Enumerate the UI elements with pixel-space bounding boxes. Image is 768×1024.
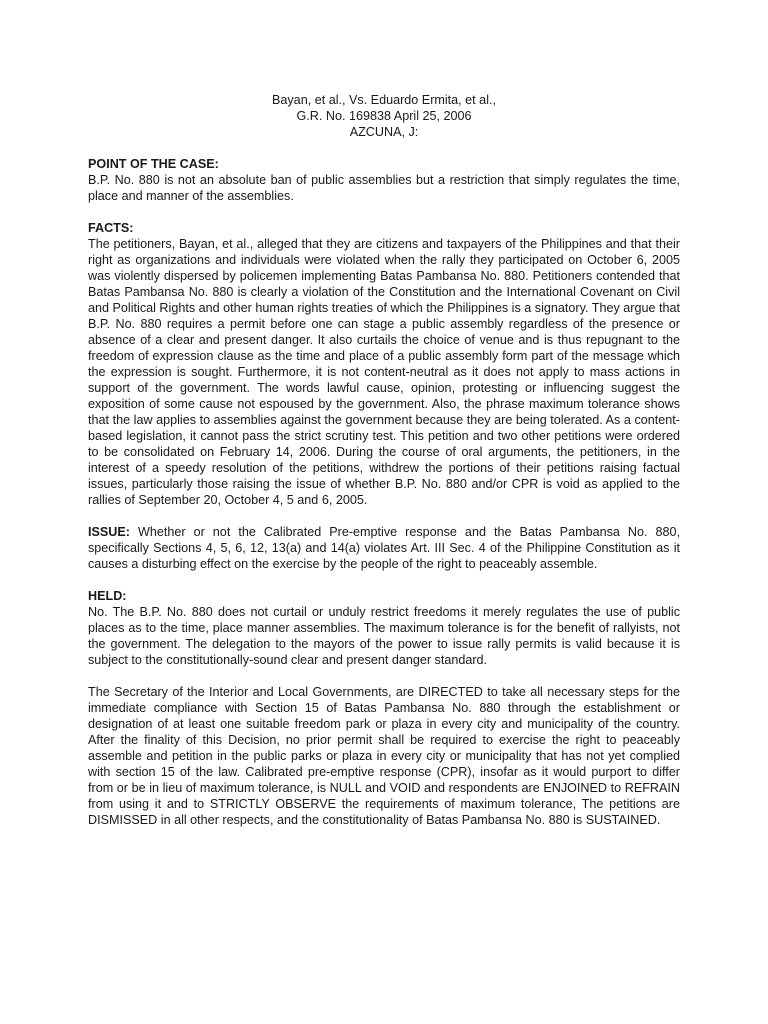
decision-section	[88, 684, 680, 828]
case-header	[88, 92, 680, 140]
case-title: Bayan, et al., Vs. Eduardo Ermita, et al.,	[271, 93, 496, 107]
point-of-case-heading: POINT OF THE CASE:	[88, 157, 219, 171]
issue-section	[88, 524, 680, 572]
ponente: AZCUNA, J:	[349, 125, 419, 139]
point-of-case-section	[88, 156, 680, 204]
issue-label: ISSUE:	[88, 525, 130, 539]
facts-text: The petitioners, Bayan, et al., alleged that they are citizens and taxpayers of the Philippines and that their right as organizations and individuals were violated when the rally they participated on October 6, 2005 was violently dispersed by policemen implementing Batas Pambansa No. 880. Petitioners contended that Batas Pambansa No. 880 is clearly a violation of the Constitution and the International Covenant on Civil and Political Rights and other human rights treaties of which the Philippines is a signatory. They argue that B.P. No. 880 requires a permit before one can stage a public assembly regardless of the presence or absence of a clear and present danger. It also curtails the choice of venue and is thus repugnant to the freedom of expression clause as the time and place of a public assembly form part of the message which the expression is sought. Furthermore, it is not content-neutral as it does not apply to mass actions in support of the government. The words lawful cause, opinion, protesting or influencing suggest the exposition of some cause not espoused by the government. Also, the phrase maximum tolerance shows that the law applies to assemblies against the government because they are being tolerated. As a content-based legislation, it cannot pass the strict scrutiny test. This petition and two other petitions were ordered to be consolidated on February 14, 2006. During the course of oral arguments, the petitioners, in the interest of a speedy resolution of the petitions, withdrew the portions of their petitions raising factual issues, particularly those raising the issue of whether B.P. No. 880 and/or CPR is void as applied to the rallies of September 20, October 4, 5 and 6, 2005.	[88, 237, 680, 507]
facts-heading: FACTS:	[88, 221, 134, 235]
issue-text: Whether or not the Calibrated Pre-emptive response and the Batas Pambansa No. 880, specifically Sections 4, 5, 6, 12, 13(a) and 14(a) violates Art. III Sec. 4 of the Philippine Constitution as it causes a disturbing effect on the exercise by the people of the right to peaceably assemble.	[88, 525, 680, 571]
held-text: No. The B.P. No. 880 does not curtail or unduly restrict freedoms it merely regulates the use of public places as to the time, place manner assemblies. The maximum tolerance is for the benefit of rallyists, not the government. The delegation to the mayors of the power to issue rally permits is valid because it is subject to the constitutionally-sound clear and present danger standard.	[88, 605, 680, 667]
held-heading: HELD:	[88, 589, 127, 603]
document-page	[88, 92, 680, 844]
issue-paragraph	[88, 524, 680, 572]
facts-section	[88, 220, 680, 508]
decision-text: The Secretary of the Interior and Local Governments, are DIRECTED to take all necessary steps for the immediate compliance with Section 15 of Batas Pambansa No. 880 through the establishment or designation of at least one suitable freedom park or plaza in every city and municipality of the country. After the finality of this Decision, no prior permit shall be required to exercise the right to peaceably assemble and petition in the public parks or plaza in every city or municipality that has not yet complied with section 15 of the law. Calibrated pre-emptive response (CPR), insofar as it would purport to differ from or be in lieu of maximum tolerance, is NULL and VOID and respondents are ENJOINED to REFRAIN from using it and to STRICTLY OBSERVE the requirements of maximum tolerance, The petitions are DISMISSED in all other respects, and the constitutionality of Batas Pambansa No. 880 is SUSTAINED.	[88, 685, 680, 827]
case-number-date: G.R. No. 169838 April 25, 2006	[296, 109, 472, 123]
held-section	[88, 588, 680, 668]
point-of-case-text: B.P. No. 880 is not an absolute ban of public assemblies but a restriction that simply regulates the time, place and manner of the assemblies.	[88, 173, 680, 203]
